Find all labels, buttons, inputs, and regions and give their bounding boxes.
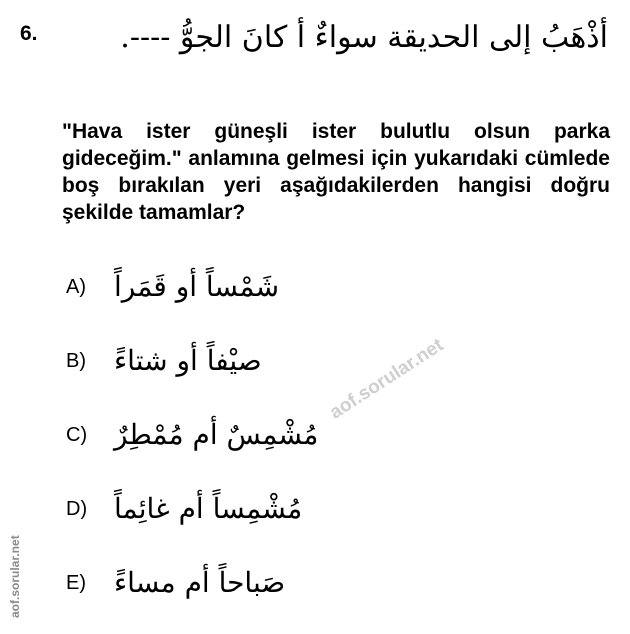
option-a[interactable] [66, 264, 279, 310]
question-text: "Hava ister güneşli ister bulutlu olsun parka gideceğim." anlamına gelmesi için yukarıdaki cümlede boş bırakılan yeri aşağıdakilerden hangisi doğru şekilde tamamlar? [62, 120, 610, 224]
option-e[interactable] [66, 560, 285, 606]
arabic-question-sentence: أذْهَبُ إلى الحديقة سواءٌ أ كانَ الجوُّ ----. [120, 20, 608, 55]
watermark-diagonal: aof.sorular.net [326, 334, 448, 424]
option-c[interactable] [66, 412, 318, 458]
option-b-text: صيْفاً أو شتاءً [114, 344, 262, 377]
option-d-letter: D) [66, 497, 88, 520]
option-b[interactable] [66, 338, 262, 384]
option-e-letter: E) [66, 571, 86, 594]
option-b-letter: B) [66, 349, 86, 372]
question-number: 6. [20, 22, 38, 45]
option-a-letter: A) [66, 275, 86, 298]
option-c-letter: C) [66, 423, 88, 446]
option-d[interactable] [66, 486, 302, 532]
option-a-text: شَمْساً أو قَمَراً [114, 270, 280, 303]
option-c-text: مُشْمِسٌ أم مُمْطِرٌ [114, 418, 319, 451]
option-e-text: صَباحاً أم مساءً [114, 566, 286, 599]
option-d-text: مُشْمِساً أم غائِماً [114, 492, 303, 525]
watermark-side: aof.sorular.net [8, 535, 22, 618]
